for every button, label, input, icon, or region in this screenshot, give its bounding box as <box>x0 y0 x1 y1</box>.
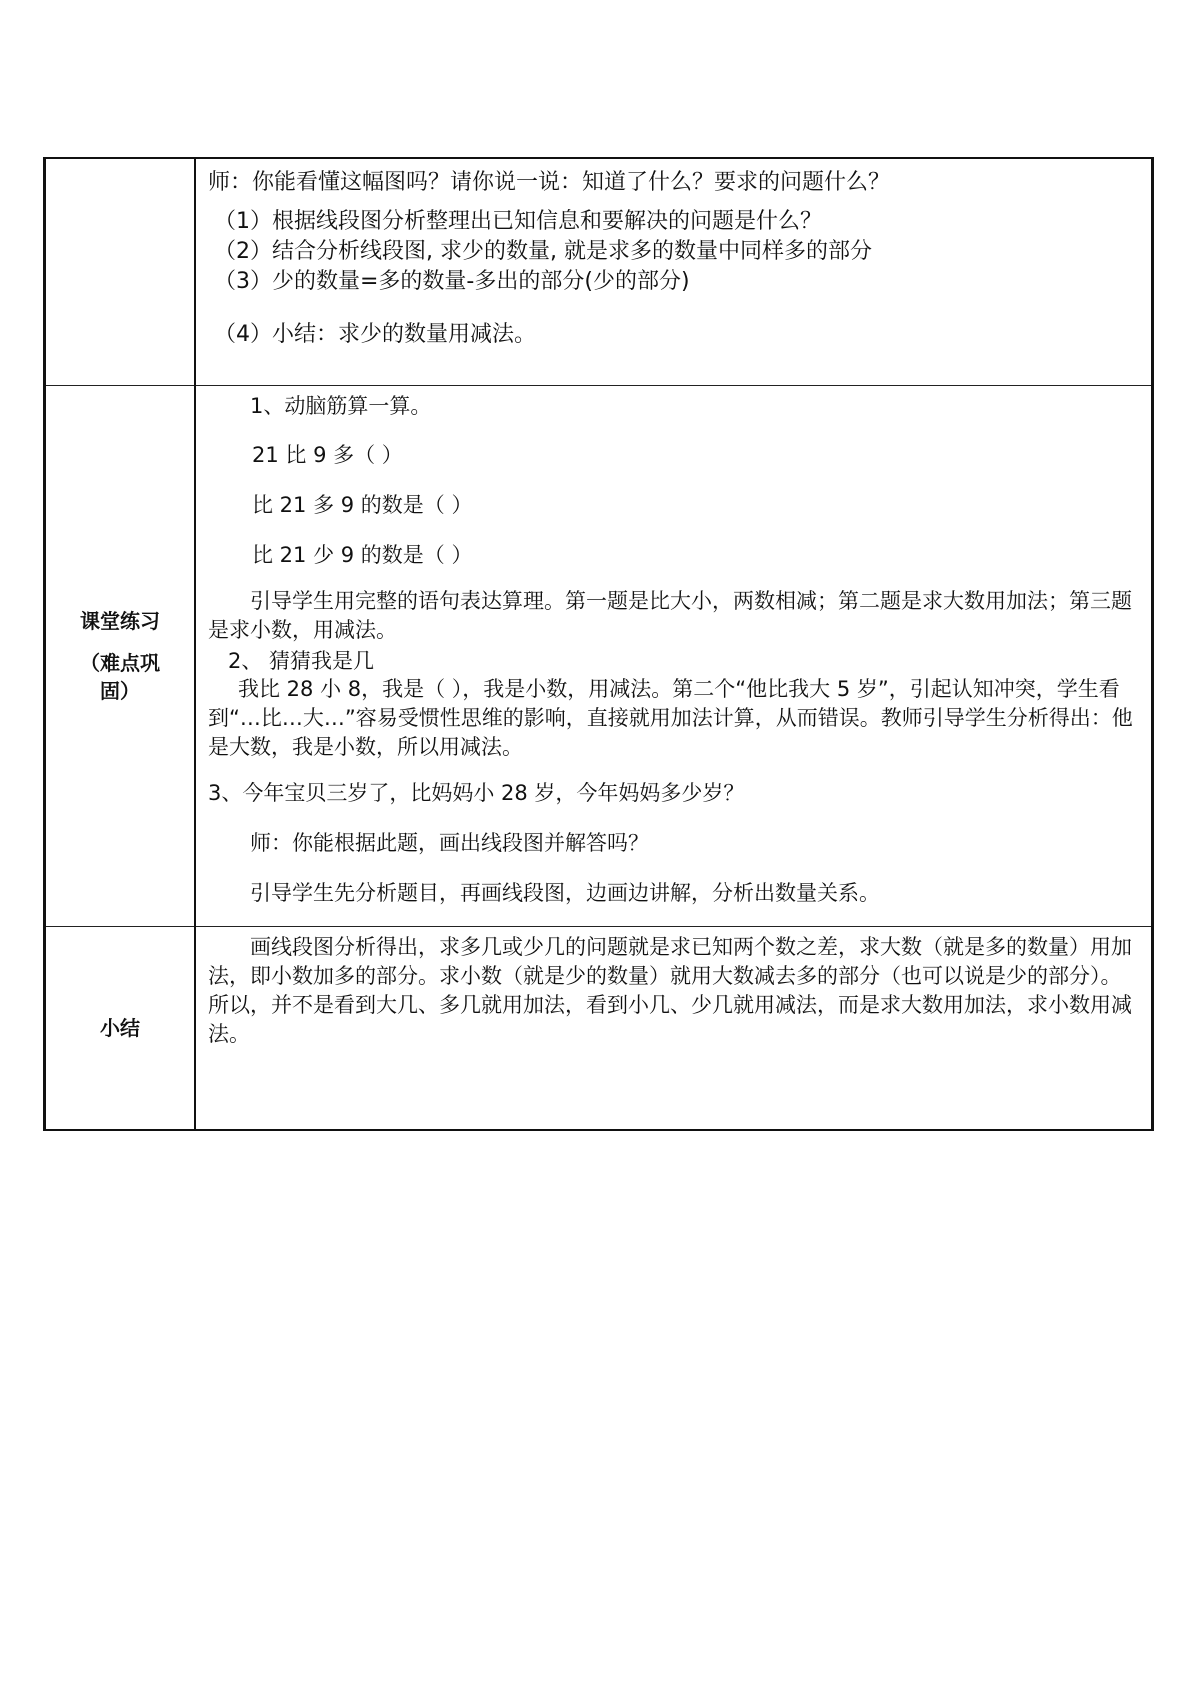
summary-content <box>195 927 1153 1131</box>
analysis-summary: （4）小结：求少的数量用减法。 <box>214 322 536 347</box>
exercise-3-title: 3、今年宝贝三岁了，比妈妈小 28 岁，今年妈妈多少岁？ <box>208 781 745 805</box>
analysis-step: （2）结合分析线段图, 求少的数量, 就是求多的数量中同样多的部分 <box>214 239 872 264</box>
table-row <box>45 927 1153 1131</box>
row-label: 课堂练习 <box>80 609 160 633</box>
analysis-step: （3）少的数量=多的数量-多出的部分(少的部分) <box>214 269 690 294</box>
table-row <box>45 386 1153 927</box>
exercise-2-text: 我比 28 小 8，我是（ ），我是小数，用减法。第二个“他比我大 5 岁”，引起认知冲突，学生看到“…比…大…”容易受惯性思维的影响，直接就用加法计算，从而错误。教师引导学生分析得出：他是大数，我是小数，所以用减法。 <box>208 677 1133 759</box>
exercise-1-question: 比 21 多 9 的数是（ ） <box>252 493 473 517</box>
exercise-2-title: 2、 猜猜我是几 <box>228 649 375 673</box>
row-label-sub: （难点巩固） <box>80 651 160 703</box>
teacher-question: 师：你能看懂这幅图吗？请你说一说：知道了什么？要求的问题什么？ <box>208 170 891 195</box>
row-label-practice <box>45 386 196 927</box>
exercise-1-question: 21 比 9 多（ ） <box>252 443 403 467</box>
exercise-3-teacher: 师：你能根据此题，画出线段图并解答吗？ <box>250 831 649 855</box>
exercise-1-guide: 引导学生用完整的语句表达算理。第一题是比大小，两数相减；第二题是求大数用加法；第三题是求小数，用减法。 <box>208 589 1132 642</box>
analysis-content <box>195 158 1153 386</box>
table-row <box>45 158 1153 386</box>
practice-content <box>195 386 1153 927</box>
lesson-plan-table <box>43 157 1154 1131</box>
exercise-3-guide: 引导学生先分析题目，再画线段图，边画边讲解，分析出数量关系。 <box>250 881 880 905</box>
row-label-empty <box>45 158 196 386</box>
row-label: 小结 <box>100 1016 140 1040</box>
exercise-1-question: 比 21 少 9 的数是（ ） <box>252 543 473 567</box>
exercise-1-title: 1、动脑筋算一算。 <box>250 394 432 418</box>
row-label-summary <box>45 927 196 1131</box>
summary-text: 画线段图分析得出，求多几或少几的问题就是求已知两个数之差，求大数（就是多的数量）用加法，即小数加多的部分。求小数（就是少的数量）就用大数减去多的部分（也可以说是少的部分）。所以，并不是看到大几、多几就用加法，看到小几、少几就用减法，而是求大数用加法，求小数用减法。 <box>208 935 1132 1046</box>
analysis-step: （1）根据线段图分析整理出已知信息和要解决的问题是什么？ <box>214 209 822 234</box>
